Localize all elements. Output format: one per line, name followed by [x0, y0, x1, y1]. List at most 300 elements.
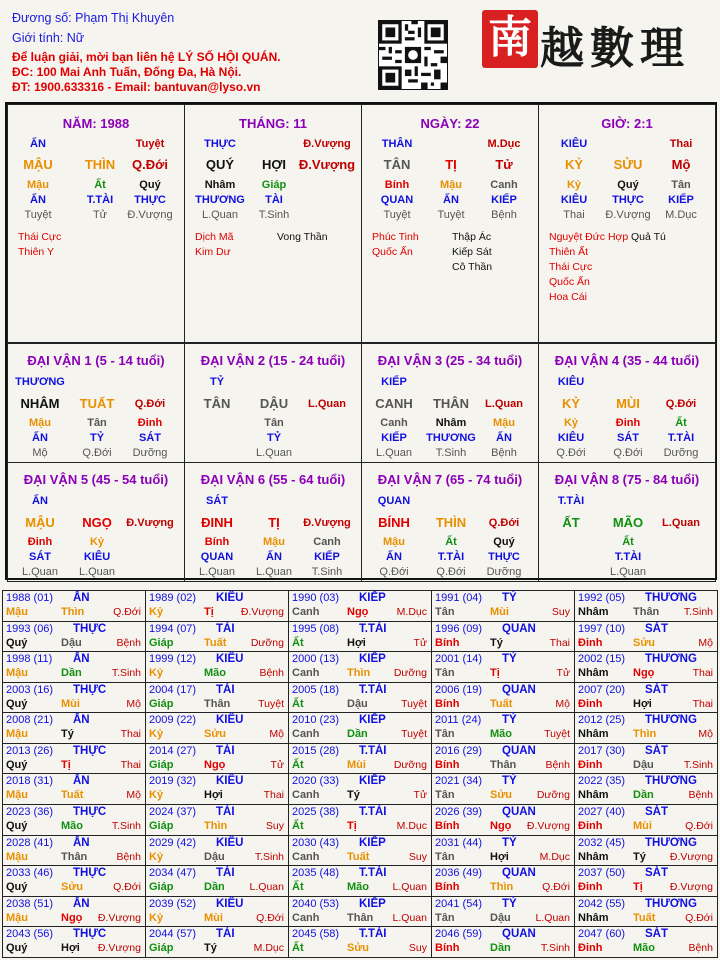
year-label: 2017 (30) [578, 744, 626, 757]
dai-van-hidden-stage: L.Quan [198, 566, 236, 578]
year-stem: Quý [6, 942, 28, 955]
year-stem: Ất [292, 881, 304, 894]
year-branch: Dần [204, 881, 225, 894]
year-label: 2034 (47) [149, 867, 197, 880]
year-stem: Canh [292, 728, 320, 741]
annual-cell[interactable] [3, 621, 146, 652]
year-god: ẤN [73, 592, 90, 604]
year-stage: Q.Đới [113, 881, 141, 894]
dai-van-hidden-stage: Q.Đới [379, 566, 409, 578]
year-stage: L.Quan [392, 911, 427, 924]
annual-cell[interactable] [575, 652, 718, 683]
tu-tru-chart [5, 102, 717, 580]
annual-cell[interactable] [3, 713, 146, 744]
year-stage: Mộ [126, 697, 141, 710]
year-branch: Thìn [61, 606, 85, 618]
year-stage: Bệnh [116, 850, 141, 863]
pillar-cell [7, 104, 185, 343]
dai-van-hidden-stage: Q.Đới [82, 447, 112, 459]
dai-van-title: ĐẠI VẬN 4 (35 - 44 tuổi) [554, 353, 700, 368]
annual-cell[interactable] [146, 621, 289, 652]
year-stem: Tân [435, 667, 455, 680]
annual-cell[interactable] [289, 743, 432, 774]
annual-cell[interactable] [575, 713, 718, 744]
year-label: 1992 (05) [578, 592, 626, 604]
year-god: TÀI [216, 744, 235, 757]
annual-cell[interactable] [3, 896, 146, 927]
dai-van-stage: Đ.Vượng [126, 517, 174, 529]
pillar-hidden: Ất [94, 179, 106, 191]
year-branch: Tuất [490, 697, 513, 710]
annual-cell[interactable] [432, 866, 575, 897]
year-stem: Canh [292, 789, 320, 802]
annual-cell[interactable] [289, 652, 432, 683]
pillar-hidden: Quý [617, 179, 639, 191]
year-label: 2019 (32) [149, 775, 197, 788]
pillar-main: QUÝ [205, 157, 235, 172]
dai-van-hidden-stage: L.Quan [21, 566, 59, 578]
year-stem: Nhâm [578, 911, 609, 924]
annual-cell[interactable] [146, 682, 289, 713]
year-stage: Suy [551, 606, 570, 618]
annual-luck-table [2, 590, 718, 958]
dai-van-hidden-stage: L.Quan [255, 566, 293, 578]
year-branch: Thìn [633, 728, 657, 741]
dai-van-hidden-stem: Bính [204, 536, 230, 548]
gender: Giới tính: Nữ [12, 31, 85, 45]
year-stem: Ất [292, 942, 304, 955]
year-god: KIÊU [216, 775, 244, 788]
year-stem: Kỷ [149, 606, 164, 618]
annual-cell[interactable] [432, 805, 575, 836]
pillar-top: Tuyệt [135, 138, 165, 150]
annual-cell[interactable] [3, 591, 146, 622]
pillar-hidden: Tân [671, 179, 691, 191]
annual-cell[interactable] [289, 713, 432, 744]
pillar-title: NĂM: 1988 [62, 116, 130, 131]
annual-cell[interactable] [146, 866, 289, 897]
year-label: 2001 (14) [435, 653, 483, 666]
annual-cell[interactable] [146, 713, 289, 744]
year-god: T.TÀI [359, 622, 387, 635]
year-stem: Bính [435, 942, 460, 955]
dai-van-hidden-stem: Canh [313, 536, 341, 548]
year-god: KIÊU [216, 592, 244, 604]
dai-van-hidden-stem: Nhâm [435, 417, 467, 429]
star-right: Thập Ác [452, 231, 492, 243]
year-branch: Tý [61, 728, 74, 741]
dai-van-hidden-god: T.TÀI [667, 432, 695, 444]
dai-van-hidden-stage: Q.Đới [556, 447, 586, 459]
address-line: ĐC: 100 Mai Anh Tuấn, Đống Đa, Hà Nội. [12, 65, 242, 79]
year-label: 2045 (58) [292, 928, 340, 941]
annual-cell[interactable] [575, 682, 718, 713]
annual-cell[interactable] [146, 896, 289, 927]
year-god: TỶ [502, 714, 517, 727]
dai-van-hidden-stage: Bệnh [491, 447, 517, 459]
year-branch: Tuất [61, 789, 84, 802]
year-branch: Ngọ [204, 758, 226, 771]
year-stage: Dưỡng [250, 636, 284, 649]
star-right: Vong Thần [277, 231, 328, 243]
year-label: 2015 (28) [292, 744, 340, 757]
pillar-hgods: QUAN [380, 194, 414, 206]
year-branch: Tuất [633, 911, 656, 924]
year-stage: Q.Đới [542, 881, 570, 894]
year-label: 2024 (37) [149, 806, 197, 819]
year-god: SÁT [645, 744, 668, 757]
dai-van-hidden-god: KIÊU [557, 432, 585, 444]
dai-van-hidden-stage: Q.Đới [436, 566, 466, 578]
star-left: Phúc Tinh [372, 231, 419, 243]
annual-cell[interactable] [432, 621, 575, 652]
annual-cell[interactable] [3, 743, 146, 774]
annual-cell[interactable] [289, 621, 432, 652]
dai-van-cell[interactable] [538, 462, 716, 582]
year-branch: Ngọ [347, 606, 369, 618]
annual-cell[interactable] [575, 743, 718, 774]
year-label: 1993 (06) [6, 622, 54, 635]
year-branch: Tị [490, 667, 500, 680]
annual-cell[interactable] [575, 774, 718, 805]
annual-cell[interactable] [289, 896, 432, 927]
dai-van-hidden-stage: Dưỡng [663, 447, 699, 459]
year-stage: Q.Đới [113, 606, 141, 618]
year-god: THƯƠNG [645, 897, 697, 910]
dai-van-branch: DẬU [259, 396, 289, 411]
star-left: Thiên Ất [549, 246, 589, 258]
annual-cell[interactable] [3, 866, 146, 897]
year-branch: Tị [61, 758, 71, 771]
year-stem: Nhâm [578, 667, 609, 680]
annual-cell[interactable] [432, 835, 575, 866]
dai-van-cell[interactable] [361, 462, 539, 582]
annual-row [3, 835, 718, 866]
contact-line: Để luận giải, mời bạn liên hệ LÝ SỐ HỘI QUÁN. [12, 50, 281, 64]
annual-cell[interactable] [432, 682, 575, 713]
annual-row [3, 896, 718, 927]
star-right: Cô Thần [452, 261, 493, 273]
year-stem: Tân [435, 728, 455, 741]
pillar-hidden: Canh [490, 179, 518, 191]
dai-van-hidden-stage: L.Quan [609, 566, 647, 578]
dai-van-hidden-stem: Ất [675, 417, 687, 429]
dai-van-cell[interactable] [7, 462, 185, 582]
year-stage: Thai [549, 636, 570, 649]
annual-cell[interactable] [146, 835, 289, 866]
annual-cell[interactable] [289, 805, 432, 836]
dai-van-hidden-god: THỰC [488, 551, 520, 563]
pillar-hidden: Bính [384, 179, 410, 191]
year-stage: M.Dục [396, 606, 427, 618]
year-god: ẤN [73, 836, 90, 849]
pillar-hgods: THƯƠNG [195, 194, 245, 206]
dai-van-title: ĐẠI VẬN 6 (55 - 64 tuổi) [200, 472, 346, 487]
pillar-stages: Tuyệt [383, 209, 411, 221]
annual-cell[interactable] [575, 866, 718, 897]
annual-cell[interactable] [289, 774, 432, 805]
year-stem: Bính [435, 820, 460, 833]
year-stem: Quý [6, 820, 28, 833]
annual-cell[interactable] [146, 743, 289, 774]
year-label: 2023 (36) [6, 806, 54, 819]
star-left: Thái Cực [18, 231, 62, 243]
pillar-hgods: THỰC [134, 194, 166, 206]
year-stage: Tử [270, 758, 284, 771]
year-stem: Mậu [6, 789, 28, 802]
year-god: THỰC [73, 683, 107, 696]
annual-cell[interactable] [3, 927, 146, 958]
annual-cell[interactable] [575, 805, 718, 836]
dai-van-hidden-stage: Mộ [32, 447, 48, 459]
dai-van-branch: TỊ [268, 515, 280, 530]
star-left: Kim Dư [195, 246, 231, 258]
year-god: T.TÀI [359, 744, 387, 757]
year-branch: Mùi [204, 911, 223, 924]
year-stem: Quý [6, 881, 28, 894]
dai-van-hidden-stage: L.Quan [375, 447, 413, 459]
year-label: 2046 (59) [435, 928, 483, 941]
dai-van-branch: TUẤT [79, 396, 115, 411]
year-god: TÀI [216, 867, 235, 880]
year-stage: Mộ [698, 728, 713, 741]
dai-van-god: ẤN [32, 495, 48, 507]
year-stage: Suy [265, 820, 284, 833]
annual-cell[interactable] [575, 835, 718, 866]
year-branch: Tuất [347, 850, 370, 863]
dai-van-hidden-stage: T.Sinh [311, 566, 343, 578]
year-label: 2007 (20) [578, 683, 626, 696]
year-label: 2006 (19) [435, 683, 483, 696]
year-stage: Tử [413, 636, 427, 649]
annual-row [3, 591, 718, 622]
dai-van-cell[interactable] [184, 343, 362, 463]
dai-van-hidden-stem: Tân [87, 417, 107, 429]
year-branch: Sửu [204, 728, 227, 741]
dai-van-hidden-stem: Đinh [615, 417, 641, 429]
annual-cell[interactable] [3, 805, 146, 836]
pillar-title: NGÀY: 22 [420, 116, 480, 131]
year-god: THƯƠNG [645, 775, 697, 788]
annual-cell[interactable] [3, 774, 146, 805]
year-stem: Kỷ [149, 911, 164, 924]
dai-van-hidden-stem: Kỷ [89, 536, 105, 548]
dai-van-hidden-stem: Mậu [29, 417, 51, 429]
year-god: SÁT [645, 622, 668, 635]
year-god: SÁT [645, 928, 668, 941]
pillar-main: KỶ [564, 157, 584, 172]
year-label: 2047 (60) [578, 928, 626, 941]
year-label: 2031 (44) [435, 836, 483, 849]
dai-van-cell[interactable] [538, 343, 716, 463]
annual-row [3, 866, 718, 897]
star-left: Dịch Mã [195, 231, 234, 243]
annual-cell[interactable] [432, 743, 575, 774]
year-label: 1988 (01) [6, 592, 54, 604]
year-branch: Dần [61, 667, 82, 680]
year-branch: Mùi [61, 697, 80, 710]
annual-cell[interactable] [3, 682, 146, 713]
annual-cell[interactable] [432, 896, 575, 927]
annual-cell[interactable] [146, 927, 289, 958]
dai-van-cell[interactable] [184, 462, 362, 582]
dai-van-hidden-stage: L.Quan [78, 566, 116, 578]
year-god: TÀI [216, 806, 235, 819]
pillar-stages: Đ.Vượng [127, 209, 173, 221]
year-label: 2010 (23) [292, 714, 340, 727]
year-god: ẤN [73, 775, 90, 788]
pillar-stages: Tuyệt [24, 209, 52, 221]
annual-cell[interactable] [289, 682, 432, 713]
year-label: 1990 (03) [292, 592, 340, 604]
pillar-cell [361, 104, 539, 343]
year-branch: Thân [633, 606, 660, 618]
pillar-main: SỬU [613, 157, 643, 172]
year-stage: Tuyệt [401, 697, 427, 710]
year-branch: Mão [347, 881, 369, 894]
annual-cell[interactable] [146, 591, 289, 622]
year-label: 2005 (18) [292, 683, 340, 696]
year-god: QUAN [502, 744, 536, 757]
dai-van-title: ĐẠI VẬN 5 (45 - 54 tuổi) [23, 472, 169, 487]
year-stage: M.Dục [396, 820, 427, 833]
annual-cell[interactable] [432, 927, 575, 958]
year-branch: Mão [204, 667, 226, 680]
annual-cell[interactable] [575, 591, 718, 622]
annual-cell[interactable] [432, 591, 575, 622]
year-stage: Bệnh [688, 942, 713, 955]
year-god: SÁT [645, 683, 668, 696]
dai-van-cell[interactable] [7, 343, 185, 463]
annual-cell[interactable] [575, 896, 718, 927]
year-label: 2003 (16) [6, 683, 54, 696]
annual-cell[interactable] [289, 835, 432, 866]
year-stem: Canh [292, 667, 320, 680]
annual-row [3, 774, 718, 805]
pillar-cell [184, 104, 362, 343]
dai-van-hidden-god: T.TÀI [614, 551, 642, 563]
dai-van-title: ĐẠI VẬN 7 (65 - 74 tuổi) [377, 472, 523, 487]
year-stem: Tân [435, 850, 455, 863]
year-stage: Dưỡng [393, 758, 427, 771]
annual-cell[interactable] [432, 652, 575, 683]
year-stem: Đinh [578, 636, 603, 649]
year-stage: L.Quan [535, 911, 570, 924]
dai-van-stage: Q.Đới [134, 398, 166, 410]
annual-cell[interactable] [146, 805, 289, 836]
year-stage: Đ.Vượng [526, 820, 570, 833]
year-stem: Đinh [578, 697, 603, 710]
dai-van-cell[interactable] [361, 343, 539, 463]
year-stage: M.Dục [539, 850, 570, 863]
year-stage: Thai [692, 697, 713, 710]
year-god: THƯƠNG [645, 714, 697, 727]
dai-van-stem: BÍNH [378, 515, 410, 530]
year-god: QUAN [502, 867, 536, 880]
year-label: 2000 (13) [292, 653, 340, 666]
pillar-hidden: Quý [139, 179, 161, 191]
year-branch: Dần [633, 789, 654, 802]
annual-cell[interactable] [146, 652, 289, 683]
star-left: Hoa Cái [549, 291, 587, 303]
dai-van-hidden-god: SÁT [139, 432, 161, 444]
dai-van-hidden-god: ẤN [496, 432, 512, 444]
year-god: T.TÀI [359, 867, 387, 880]
year-god: TÀI [216, 683, 235, 696]
pillar-stages: L.Quan [201, 209, 239, 221]
year-branch: Tý [633, 850, 646, 863]
year-label: 1996 (09) [435, 622, 483, 635]
annual-cell[interactable] [3, 835, 146, 866]
year-god: TỶ [502, 897, 517, 910]
year-label: 1999 (12) [149, 653, 197, 666]
year-god: T.TÀI [359, 806, 387, 819]
pillar-main: Đ.Vượng [298, 157, 356, 172]
year-label: 2042 (55) [578, 897, 626, 910]
owner-name: Đương số: Phạm Thị Khuyên [12, 11, 175, 25]
annual-cell[interactable] [432, 713, 575, 744]
year-stage: Đ.Vượng [97, 942, 141, 955]
dai-van-title: ĐẠI VẬN 1 (5 - 14 tuổi) [27, 353, 165, 368]
year-branch: Tý [490, 636, 503, 649]
year-god: TỶ [502, 653, 517, 666]
annual-cell[interactable] [289, 591, 432, 622]
year-branch: Sửu [347, 942, 370, 955]
annual-cell[interactable] [575, 621, 718, 652]
phone-email-line[interactable]: ĐT: 1900.633316 - Email: bantuvan@lyso.vn [12, 80, 261, 94]
year-god: THỰC [73, 744, 107, 757]
annual-cell[interactable] [289, 927, 432, 958]
dai-van-stage: L.Quan [662, 517, 700, 529]
pillar-main: TÂN [383, 157, 411, 172]
year-stem: Giáp [149, 697, 174, 710]
dai-van-god: QUAN [377, 495, 411, 507]
dai-van-god: KIÊU [557, 376, 585, 388]
annual-cell[interactable] [432, 774, 575, 805]
year-label: 2041 (54) [435, 897, 483, 910]
year-label: 2018 (31) [6, 775, 54, 788]
year-branch: Dậu [204, 850, 225, 863]
year-branch: Sửu [61, 881, 84, 894]
year-god: TỶ [502, 775, 517, 788]
year-branch: Dậu [347, 697, 368, 710]
year-god: KIẾP [359, 714, 386, 727]
annual-cell[interactable] [146, 774, 289, 805]
dai-van-stage: Q.Đới [665, 398, 697, 410]
year-branch: Mão [490, 728, 512, 741]
year-god: KIÊU [216, 897, 244, 910]
year-stage: Dưỡng [393, 667, 427, 680]
year-label: 2032 (45) [578, 836, 626, 849]
annual-cell[interactable] [575, 927, 718, 958]
year-stem: Giáp [149, 881, 174, 894]
annual-cell[interactable] [3, 652, 146, 683]
dai-van-hidden-stage: T.Sinh [435, 447, 467, 459]
year-stem: Đinh [578, 881, 603, 894]
year-stem: Mậu [6, 667, 28, 680]
dai-van-stem: KỶ [561, 396, 581, 411]
year-label: 1989 (02) [149, 592, 197, 604]
year-branch: Tị [347, 820, 357, 833]
annual-cell[interactable] [289, 866, 432, 897]
year-stage: Thai [692, 667, 713, 680]
year-stage: T.Sinh [683, 758, 713, 771]
year-god: TÀI [216, 928, 235, 941]
pillar-top: ẤN [30, 138, 46, 150]
year-label: 2020 (33) [292, 775, 340, 788]
year-label: 2037 (50) [578, 867, 626, 880]
dai-van-hidden-stem: Ất [445, 536, 457, 548]
